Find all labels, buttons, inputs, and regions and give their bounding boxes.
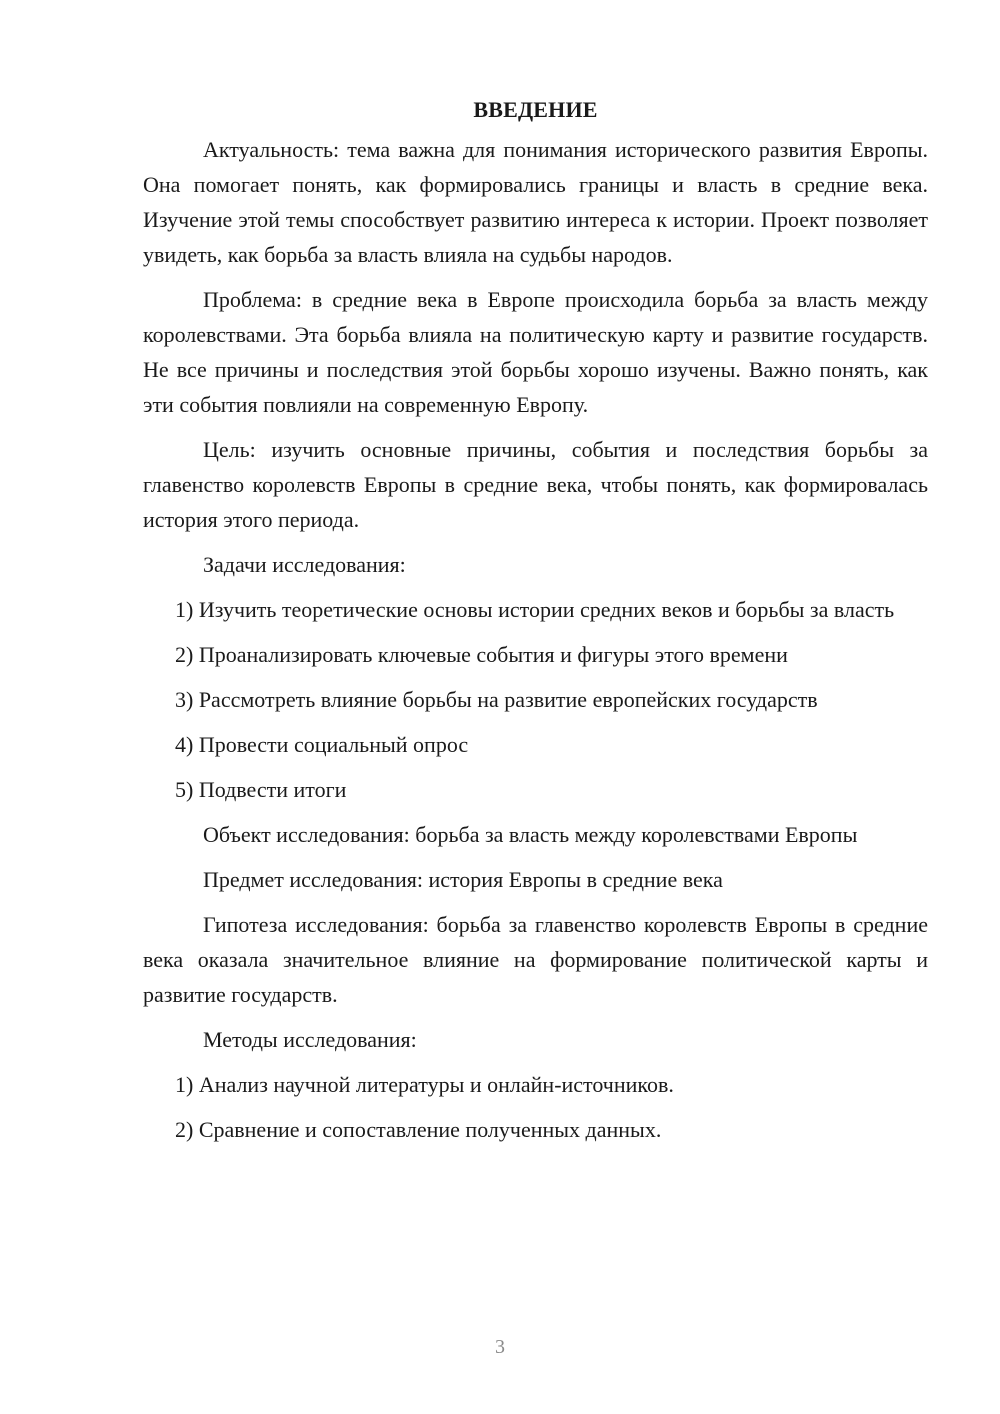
- page-number: 3: [495, 1336, 505, 1358]
- paragraph-tasks-heading: Задачи исследования:: [203, 552, 406, 577]
- task-item-4: 4) Провести социальный опрос: [175, 732, 469, 757]
- method-item-1: 1) Анализ научной литературы и онлайн-источников.: [175, 1072, 674, 1097]
- paragraph-methods-heading: Методы исследования:: [203, 1027, 417, 1052]
- page-title: ВВЕДЕНИЕ: [473, 97, 598, 122]
- task-item-3: 3) Рассмотреть влияние борьбы на развитие европейских государств: [175, 687, 818, 712]
- paragraph-hypothesis: Гипотеза исследования: борьба за главенство королевств Европы в средние века оказала значительное влияние на формирование политической карты и развитие государств.: [143, 912, 928, 1007]
- task-item-5: 5) Подвести итоги: [175, 777, 347, 802]
- paragraph-object: Объект исследования: борьба за власть между королевствами Европы: [203, 822, 858, 847]
- task-item-2: 2) Проанализировать ключевые события и фигуры этого времени: [175, 642, 788, 667]
- paragraph-relevance: Актуальность: тема важна для понимания исторического развития Европы. Она помогает понять, как формировались границы и власть в средние века. Изучение этой темы способствует развитию интереса к истории. Проект позволяет увидеть, как борьба за власть влияла на судьбы народов.: [143, 137, 928, 267]
- paragraph-problem: Проблема: в средние века в Европе происходила борьба за власть между королевствами. Эта борьба влияла на политическую карту и развитие государств. Не все причины и последствия этой борьбы хорошо изучены. Важно понять, как эти события повлияли на современную Европу.: [143, 287, 928, 417]
- paragraph-subject: Предмет исследования: история Европы в средние века: [203, 867, 723, 892]
- document-page: [143, 94, 928, 1157]
- paragraph-goal: Цель: изучить основные причины, события и последствия борьбы за главенство королевств Европы в средние века, чтобы понять, как формировалась история этого периода.: [143, 437, 928, 532]
- method-item-2: 2) Сравнение и сопоставление полученных данных.: [175, 1117, 662, 1142]
- task-item-1: 1) Изучить теоретические основы истории средних веков и борьбы за власть: [175, 597, 895, 622]
